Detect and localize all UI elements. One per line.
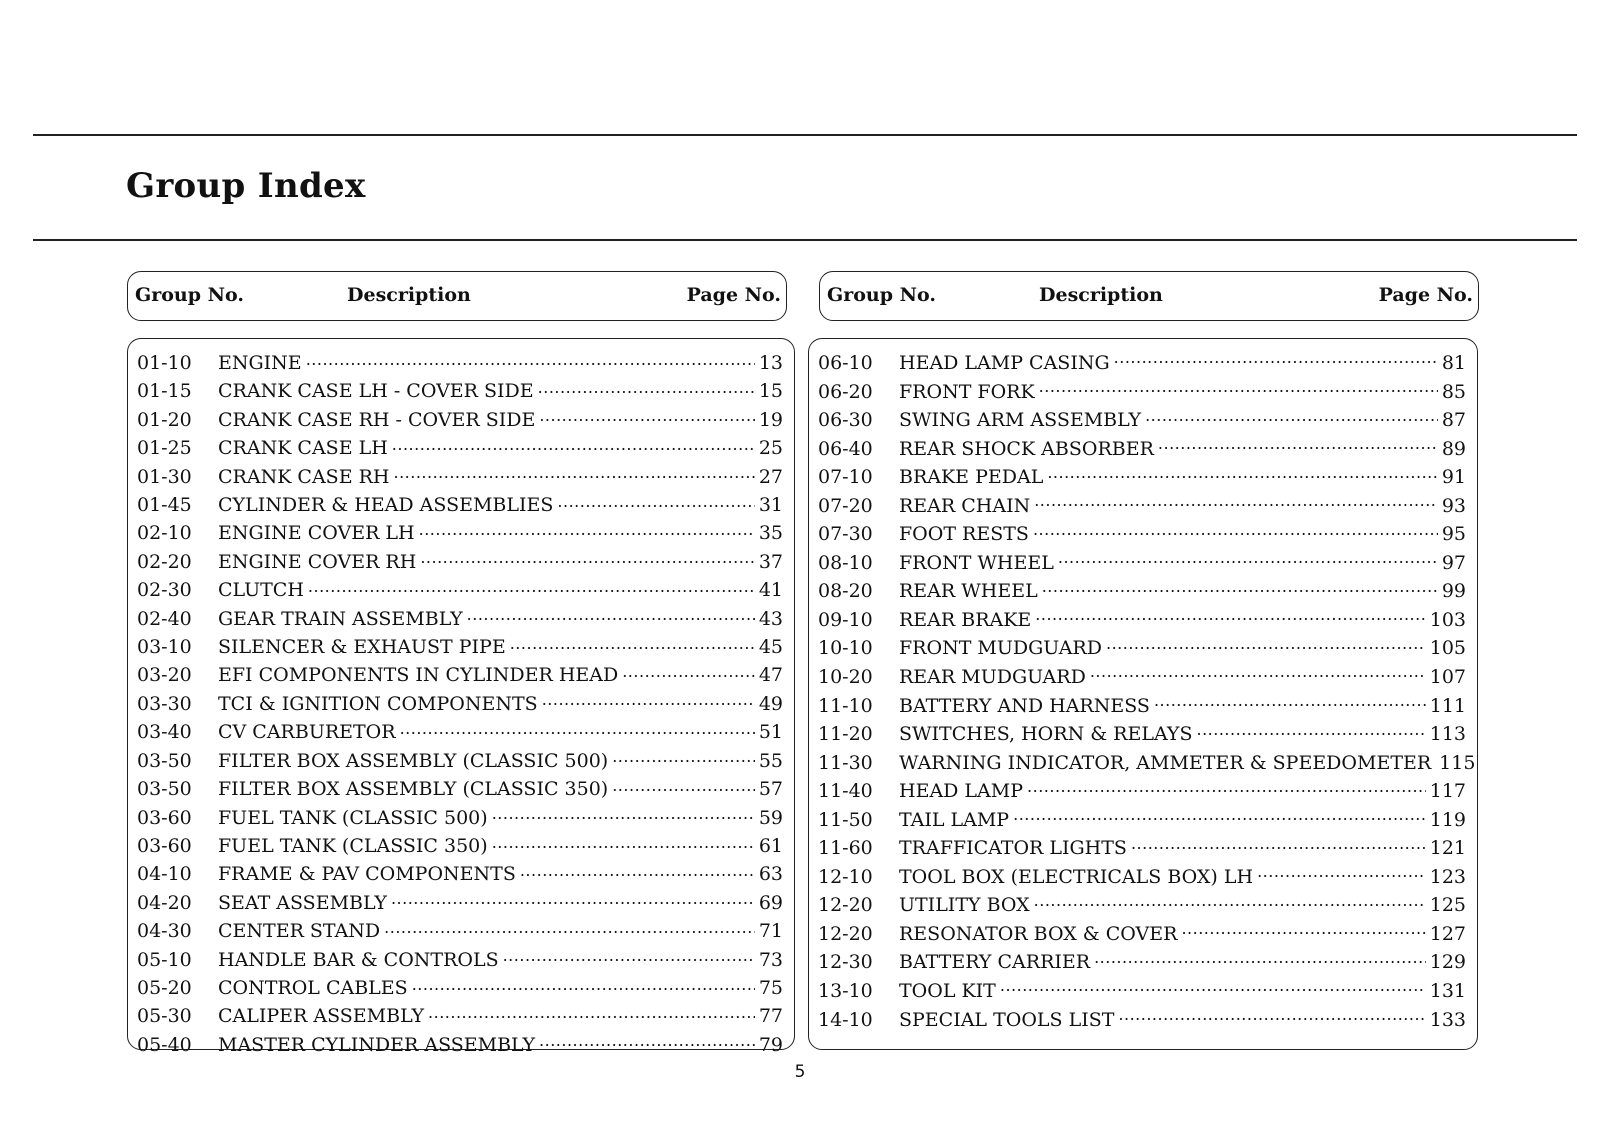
dot-leader	[557, 491, 754, 511]
entry-description: SEAT ASSEMBLY	[218, 891, 387, 914]
dot-leader	[384, 917, 755, 937]
index-entry	[818, 806, 1466, 835]
header-page-no: Page No.	[1378, 284, 1473, 306]
entry-description: REAR WHEEL	[899, 580, 1038, 603]
dot-leader	[1181, 920, 1425, 940]
dot-leader	[306, 349, 755, 369]
index-entry	[137, 889, 783, 917]
entry-description: FRONT WHEEL	[899, 551, 1054, 574]
entry-page-no: 75	[758, 976, 783, 999]
entry-page-no: 111	[1429, 694, 1466, 717]
entry-page-no: 15	[758, 380, 783, 403]
entry-description: ENGINE COVER RH	[218, 550, 417, 573]
entry-page-no: 51	[758, 721, 783, 744]
entry-group-no: 05-20	[137, 976, 192, 999]
index-entry	[137, 860, 783, 888]
left-index-list	[137, 349, 783, 1059]
entry-description: BRAKE PEDAL	[899, 466, 1044, 489]
entry-group-no: 13-10	[818, 980, 873, 1003]
entry-page-no: 79	[758, 1033, 783, 1056]
entry-group-no: 03-10	[137, 636, 192, 659]
dot-leader	[510, 633, 755, 653]
entry-description: SILENCER & EXHAUST PIPE	[218, 636, 506, 659]
entry-page-no: 19	[758, 408, 783, 431]
entry-group-no: 02-20	[137, 550, 192, 573]
dot-leader	[1131, 834, 1426, 854]
entry-page-no: 99	[1441, 580, 1466, 603]
entry-group-no: 12-20	[818, 894, 873, 917]
index-entry	[818, 777, 1466, 806]
index-entry	[137, 690, 783, 718]
dot-leader	[1058, 549, 1438, 569]
entry-page-no: 129	[1429, 951, 1466, 974]
dot-leader	[1118, 1006, 1425, 1026]
entry-page-no: 105	[1429, 637, 1466, 660]
entry-group-no: 01-20	[137, 408, 192, 431]
entry-page-no: 13	[758, 352, 783, 374]
index-entry	[818, 520, 1466, 549]
entry-page-no: 25	[758, 437, 783, 460]
header-description: Description	[1039, 284, 1163, 306]
entry-group-no: 07-20	[818, 494, 873, 517]
entry-page-no: 81	[1441, 352, 1466, 374]
entry-group-no: 04-10	[137, 863, 192, 886]
entry-group-no: 08-20	[818, 580, 873, 603]
entry-description: FUEL TANK (CLASSIC 500)	[218, 806, 488, 829]
entry-group-no: 03-30	[137, 692, 192, 715]
entry-description: FILTER BOX ASSEMBLY (CLASSIC 350)	[218, 778, 609, 801]
entry-page-no: 55	[758, 749, 783, 772]
entry-description: CYLINDER & HEAD ASSEMBLIES	[218, 494, 554, 517]
dot-leader	[539, 406, 754, 426]
index-entry	[818, 891, 1466, 920]
entry-description: REAR BRAKE	[899, 608, 1032, 631]
index-entry	[818, 463, 1466, 492]
entry-group-no: 03-20	[137, 664, 192, 687]
entry-group-no: 01-30	[137, 465, 192, 488]
dot-leader	[492, 804, 755, 824]
entry-page-no: 97	[1441, 551, 1466, 574]
index-entry	[137, 548, 783, 576]
dot-leader	[1154, 692, 1426, 712]
entry-group-no: 10-10	[818, 637, 873, 660]
page-title: Group Index	[126, 166, 366, 206]
index-entry	[818, 349, 1466, 378]
entry-page-no: 113	[1429, 723, 1466, 746]
index-entry	[137, 946, 783, 974]
entry-page-no: 87	[1441, 409, 1466, 432]
entry-page-no: 73	[758, 948, 783, 971]
header-group-no: Group No.	[135, 284, 244, 306]
dot-leader	[1034, 492, 1438, 512]
index-entry	[137, 406, 783, 434]
entry-description: EFI COMPONENTS IN CYLINDER HEAD	[218, 664, 619, 687]
dot-leader	[520, 860, 755, 880]
entry-page-no: 43	[758, 607, 783, 630]
entry-page-no: 93	[1441, 494, 1466, 517]
index-entry	[137, 519, 783, 547]
index-entry	[818, 834, 1466, 863]
entry-page-no: 127	[1429, 922, 1466, 945]
header-page-no: Page No.	[686, 284, 781, 306]
dot-leader	[1033, 520, 1438, 540]
entry-page-no: 37	[758, 550, 783, 573]
index-entry	[818, 378, 1466, 407]
entry-page-no: 119	[1429, 808, 1466, 831]
entry-group-no: 11-40	[818, 780, 873, 803]
index-entry	[137, 718, 783, 746]
entry-page-no: 47	[758, 664, 783, 687]
title-divider	[33, 239, 1577, 241]
entry-group-no: 06-40	[818, 437, 873, 460]
dot-leader	[428, 1002, 755, 1022]
entry-group-no: 12-20	[818, 922, 873, 945]
entry-description: BATTERY CARRIER	[899, 951, 1091, 974]
entry-page-no: 117	[1429, 780, 1466, 803]
index-entry	[818, 634, 1466, 663]
index-entry	[818, 1006, 1466, 1035]
entry-page-no: 115	[1439, 751, 1476, 774]
index-entry	[818, 920, 1466, 949]
index-entry	[137, 349, 783, 377]
entry-group-no: 11-10	[818, 694, 873, 717]
dot-leader	[539, 1031, 755, 1051]
entry-group-no: 03-60	[137, 834, 192, 857]
entry-description: ENGINE	[218, 352, 302, 374]
dot-leader	[393, 463, 754, 483]
dot-leader	[400, 718, 755, 738]
entry-description: GEAR TRAIN ASSEMBLY	[218, 607, 463, 630]
entry-group-no: 03-50	[137, 778, 192, 801]
entry-group-no: 03-50	[137, 749, 192, 772]
entry-group-no: 06-20	[818, 380, 873, 403]
entry-group-no: 07-10	[818, 466, 873, 489]
dot-leader	[503, 946, 755, 966]
page-number: 5	[794, 1062, 806, 1082]
top-divider	[33, 134, 1577, 136]
entry-description: REAR CHAIN	[899, 494, 1031, 517]
entry-group-no: 02-40	[137, 607, 192, 630]
entry-page-no: 133	[1429, 1008, 1466, 1031]
entry-description: FRAME & PAV COMPONENTS	[218, 863, 516, 886]
entry-page-no: 49	[758, 692, 783, 715]
index-entry	[818, 492, 1466, 521]
entry-description: FOOT RESTS	[899, 523, 1029, 546]
dot-leader	[1145, 406, 1438, 426]
entry-description: MASTER CYLINDER ASSEMBLY	[218, 1033, 536, 1056]
entry-page-no: 71	[758, 920, 783, 943]
dot-leader	[1106, 634, 1426, 654]
index-entry	[137, 747, 783, 775]
entry-description: CRANK CASE RH	[218, 465, 390, 488]
entry-page-no: 103	[1429, 608, 1466, 631]
entry-page-no: 27	[758, 465, 783, 488]
index-entry	[818, 606, 1466, 635]
entry-description: REAR SHOCK ABSORBER	[899, 437, 1154, 460]
entry-group-no: 03-40	[137, 721, 192, 744]
entry-description: SPECIAL TOOLS LIST	[899, 1008, 1115, 1031]
index-entry	[818, 749, 1476, 778]
entry-description: HEAD LAMP	[899, 780, 1024, 803]
header-description: Description	[347, 284, 471, 306]
dot-leader	[1000, 977, 1426, 997]
right-index-panel	[808, 338, 1478, 1050]
index-entry	[818, 720, 1466, 749]
entry-page-no: 69	[758, 891, 783, 914]
entry-group-no: 12-10	[818, 865, 873, 888]
dot-leader	[1042, 577, 1438, 597]
index-entry	[137, 775, 783, 803]
entry-description: HANDLE BAR & CONTROLS	[218, 948, 499, 971]
entry-group-no: 05-30	[137, 1005, 192, 1028]
entry-group-no: 11-60	[818, 837, 873, 860]
index-entry	[818, 406, 1466, 435]
index-entry	[818, 663, 1466, 692]
entry-group-no: 08-10	[818, 551, 873, 574]
entry-group-no: 04-20	[137, 891, 192, 914]
dot-leader	[392, 434, 755, 454]
entry-description: CRANK CASE RH - COVER SIDE	[218, 408, 536, 431]
index-entry	[137, 1031, 783, 1059]
entry-group-no: 01-15	[137, 380, 192, 403]
index-entry	[818, 549, 1466, 578]
index-entry	[137, 377, 783, 405]
entry-group-no: 06-30	[818, 409, 873, 432]
entry-group-no: 05-10	[137, 948, 192, 971]
dot-leader	[1047, 463, 1437, 483]
entry-group-no: 10-20	[818, 666, 873, 689]
dot-leader	[1039, 378, 1438, 398]
entry-description: FRONT MUDGUARD	[899, 637, 1102, 660]
entry-page-no: 95	[1441, 523, 1466, 546]
entry-group-no: 14-10	[818, 1008, 873, 1031]
entry-group-no: 11-30	[818, 751, 873, 774]
entry-group-no: 01-10	[137, 352, 192, 374]
entry-description: CV CARBURETOR	[218, 721, 396, 744]
entry-page-no: 131	[1429, 980, 1466, 1003]
entry-page-no: 77	[758, 1005, 783, 1028]
dot-leader	[612, 775, 755, 795]
entry-group-no: 05-40	[137, 1033, 192, 1056]
right-index-list	[818, 349, 1476, 1034]
index-entry	[818, 692, 1466, 721]
entry-page-no: 85	[1441, 380, 1466, 403]
dot-leader	[1257, 863, 1426, 883]
entry-page-no: 91	[1441, 466, 1466, 489]
entry-group-no: 11-50	[818, 808, 873, 831]
entry-description: SWITCHES, HORN & RELAYS	[899, 723, 1193, 746]
entry-group-no: 01-45	[137, 494, 192, 517]
entry-description: TCI & IGNITION COMPONENTS	[218, 692, 538, 715]
entry-page-no: 41	[758, 579, 783, 602]
index-entry	[137, 633, 783, 661]
index-entry	[137, 832, 783, 860]
dot-leader	[1034, 891, 1426, 911]
dot-leader	[1090, 663, 1426, 683]
entry-page-no: 31	[758, 494, 783, 517]
dot-leader	[1027, 777, 1426, 797]
entry-description: CENTER STAND	[218, 920, 381, 943]
index-entry	[137, 804, 783, 832]
dot-leader	[542, 690, 755, 710]
entry-group-no: 03-60	[137, 806, 192, 829]
dot-leader	[1013, 806, 1426, 826]
dot-leader	[1114, 349, 1438, 369]
header-group-no: Group No.	[827, 284, 936, 306]
dot-leader	[1035, 606, 1425, 626]
entry-description: ENGINE COVER LH	[218, 522, 415, 545]
index-entry	[818, 977, 1466, 1006]
dot-leader	[419, 519, 755, 539]
entry-description: UTILITY BOX	[899, 894, 1030, 917]
entry-description: TOOL BOX (ELECTRICALS BOX) LH	[899, 865, 1254, 888]
entry-description: TOOL KIT	[899, 980, 996, 1003]
entry-group-no: 01-25	[137, 437, 192, 460]
entry-description: CLUTCH	[218, 579, 304, 602]
entry-description: WARNING INDICATOR, AMMETER & SPEEDOMETER	[899, 751, 1432, 774]
index-entry	[137, 917, 783, 945]
entry-description: RESONATOR BOX & COVER	[899, 922, 1178, 945]
entry-page-no: 123	[1429, 865, 1466, 888]
entry-page-no: 89	[1441, 437, 1466, 460]
entry-description: CRANK CASE LH	[218, 437, 388, 460]
entry-group-no: 02-10	[137, 522, 192, 545]
entry-description: FILTER BOX ASSEMBLY (CLASSIC 500)	[218, 749, 609, 772]
entry-page-no: 59	[758, 806, 783, 829]
entry-page-no: 45	[758, 636, 783, 659]
entry-group-no: 11-20	[818, 723, 873, 746]
entry-group-no: 12-30	[818, 951, 873, 974]
dot-leader	[622, 661, 755, 681]
entry-description: BATTERY AND HARNESS	[899, 694, 1150, 717]
dot-leader	[391, 889, 755, 909]
entry-page-no: 63	[758, 863, 783, 886]
dot-leader	[612, 747, 755, 767]
entry-description: SWING ARM ASSEMBLY	[899, 409, 1142, 432]
entry-page-no: 107	[1429, 666, 1466, 689]
index-entry	[137, 661, 783, 689]
index-entry	[818, 948, 1466, 977]
dot-leader	[1158, 435, 1438, 455]
left-index-panel	[127, 338, 795, 1056]
dot-leader	[308, 576, 755, 596]
dot-leader	[538, 377, 755, 397]
entry-description: TAIL LAMP	[899, 808, 1010, 831]
dot-leader	[1197, 720, 1426, 740]
entry-group-no: 04-30	[137, 920, 192, 943]
entry-description: FUEL TANK (CLASSIC 350)	[218, 834, 488, 857]
dot-leader	[492, 832, 755, 852]
entry-description: REAR MUDGUARD	[899, 666, 1086, 689]
index-entry	[137, 605, 783, 633]
right-column-header	[819, 271, 1479, 321]
entry-description: HEAD LAMP CASING	[899, 352, 1110, 374]
entry-page-no: 57	[758, 778, 783, 801]
entry-group-no: 07-30	[818, 523, 873, 546]
index-entry	[137, 974, 783, 1002]
entry-description: CALIPER ASSEMBLY	[218, 1005, 425, 1028]
index-entry	[137, 491, 783, 519]
left-column-header	[127, 271, 787, 321]
index-entry	[818, 863, 1466, 892]
dot-leader	[467, 605, 755, 625]
index-entry	[818, 577, 1466, 606]
index-entry	[137, 1002, 783, 1030]
entry-description: FRONT FORK	[899, 380, 1035, 403]
dot-leader	[1094, 948, 1426, 968]
index-entry	[137, 576, 783, 604]
dot-leader	[420, 548, 755, 568]
dot-leader	[412, 974, 755, 994]
entry-group-no: 02-30	[137, 579, 192, 602]
index-entry	[137, 434, 783, 462]
index-entry	[137, 463, 783, 491]
entry-page-no: 61	[758, 834, 783, 857]
entry-group-no: 09-10	[818, 608, 873, 631]
entry-page-no: 35	[758, 522, 783, 545]
entry-description: TRAFFICATOR LIGHTS	[899, 837, 1127, 860]
entry-page-no: 121	[1429, 837, 1466, 860]
index-entry	[818, 435, 1466, 464]
entry-group-no: 06-10	[818, 352, 873, 374]
entry-description: CRANK CASE LH - COVER SIDE	[218, 380, 534, 403]
entry-page-no: 125	[1429, 894, 1466, 917]
entry-description: CONTROL CABLES	[218, 976, 408, 999]
